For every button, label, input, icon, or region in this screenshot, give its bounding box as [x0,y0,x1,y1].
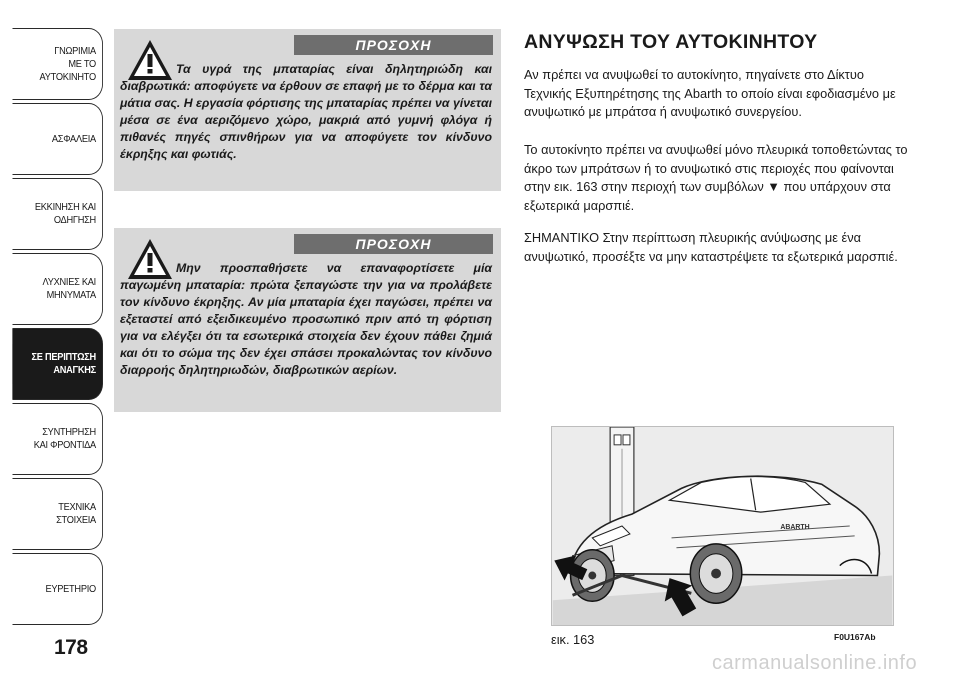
warning-text: Τα υγρά της μπαταρίας είναι δηλητηριώδη και διαβρωτικά: αποφύγετε να έρθουν σε επαφή με το δέρμα και τα μάτια σας. Η εργασία φόρτισης της μπαταρίας πρέπει να γίνεται μέσα σε ένα αεριζόμενο χώρο, μακριά από γυμνή φλόγα ή πιθανές πηγές σπινθήρων για να αποφύγετε τον κίνδυνο έκρηξης και φωτιάς. [120,62,492,161]
section-title: ΑΝΥΨΩΣΗ ΤΟΥ ΑΥΤΟΚΙΝΗΤΟΥ [524,31,818,53]
warning-text: Μην προσπαθήσετε να επαναφορτίσετε μία παγωμένη μπαταρία: πρώτα ξεπαγώστε την για να προλάβετε τον κίνδυνο έκρηξης. Αν μία μπαταρία έχει παγώσει, πρέπει να εξεταστεί από εξειδικευμένο προσωπικό πριν από τη φόρτιση για να ελέγξει ότι τα εσωτερικά στοιχεία δεν έχουν πάθει ζημιά και ότι το σώμα της δεν έχει σπάσει προκαλώντας τον κίνδυνο διαρροής δηλητηριωδών, διαβρωτικών αερίων. [120,261,492,377]
figure-caption: εικ. 163 [551,632,595,647]
warning-title: ΠΡΟΣΟΧΗ [294,35,493,55]
car-lift-drawing [552,427,893,625]
paragraph: Το αυτοκίνητο πρέπει να ανυψωθεί μόνο πλευρικά τοποθετώντας το άκρο των μπράτσων ή το ανυψωτικό στις περιοχές που φαίνονται στην εικ. 163 στην περιοχή των συμβόλων ▼ που υπάρχουν στα εξωτερικά μαρσπιέ. [524,142,908,213]
tab-maintenance[interactable]: ΣΥΝΤΗΡΗΣΗ ΚΑΙ ΦΡΟΝΤΙΔΑ [12,403,103,475]
warning-box [114,228,501,412]
figure-code: F0U167Ab [834,632,876,642]
car-lift-illustration [551,426,894,626]
tab-technical-data[interactable]: ΤΕΧΝΙΚΑ ΣΤΟΙΧΕΙΑ [12,478,103,550]
tab-safety[interactable]: ΑΣΦΑΛΕΙΑ [12,103,103,175]
abarth-badge: ABARTH [780,523,810,531]
paragraph: ΣΗΜΑΝΤΙΚΟ Στην περίπτωση πλευρικής ανύψωσης με ένα ανυψωτικό, προσέξτε να μην καταστρέψετε τα εξωτερικά μαρσπιέ. [524,230,898,264]
tab-starting-driving[interactable]: ΕΚΚΙΝΗΣΗ ΚΑΙ ΟΔΗΓΗΣΗ [12,178,103,250]
tab-index[interactable]: ΕΥΡΕΤΗΡΙΟ [12,553,103,625]
warning-title: ΠΡΟΣΟΧΗ [294,234,493,254]
tab-introduction[interactable]: ΓΝΩΡΙΜΙΑ ΜΕ ΤΟ ΑΥΤΟΚΙΝΗΤΟ [12,28,103,100]
page-number: 178 [54,636,88,659]
watermark: carmanualsonline.info [712,652,918,674]
paragraph: Αν πρέπει να ανυψωθεί το αυτοκίνητο, πηγαίνετε στο Δίκτυο Τεχνικής Εξυπηρέτησης της Abarth το οποίο είναι εφοδιασμένο με ανυψωτικό με μπράτσα ή ανυψωτικό συνεργείου. [524,67,896,119]
tab-emergency[interactable]: ΣΕ ΠΕΡΙΠΤΩΣΗ ΑΝΑΓΚΗΣ [12,328,103,400]
warning-box [114,29,501,191]
tab-warning-lights[interactable]: ΛΥΧΝΙΕΣ ΚΑΙ ΜΗΝΥΜΑΤΑ [12,253,103,325]
